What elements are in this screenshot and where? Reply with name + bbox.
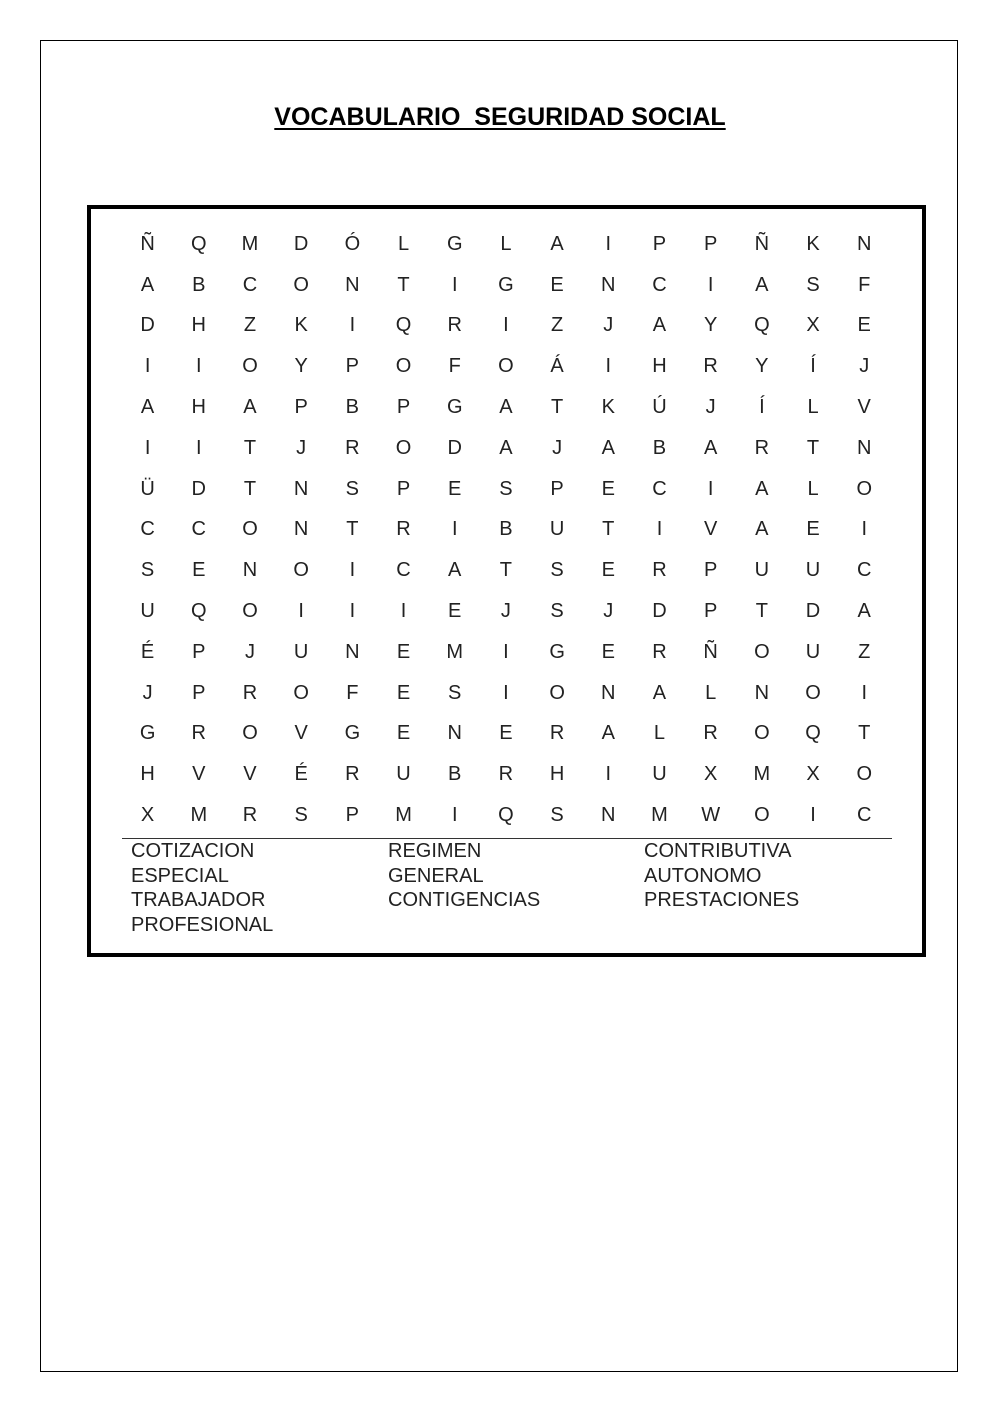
letter-cell: P: [192, 681, 206, 704]
letter-cell: É: [294, 763, 308, 786]
letter-cell: U: [805, 640, 821, 663]
letter-cell: L: [705, 681, 717, 704]
letter-cell: O: [856, 763, 872, 786]
letter-cell: R: [652, 640, 667, 663]
letter-cell: O: [395, 436, 412, 459]
letter-cell: Ñ: [754, 232, 770, 255]
letter-cell: I: [810, 804, 816, 827]
letter-cell: O: [242, 722, 258, 745]
letter-cell: Ü: [140, 477, 155, 500]
letter-cell: S: [499, 477, 513, 500]
letter-cell: R: [242, 681, 258, 704]
letter-cell: P: [703, 232, 718, 255]
letter-cell: G: [446, 232, 463, 255]
letter-cell: W: [701, 804, 721, 827]
letter-cell: H: [191, 396, 206, 419]
letter-cell: V: [294, 722, 308, 745]
letter-cell: A: [243, 396, 257, 419]
letter-cell: K: [294, 314, 308, 337]
letter-cell: I: [144, 355, 151, 378]
letter-cell: T: [499, 559, 513, 582]
letter-cell: U: [140, 600, 155, 623]
word-item: CONTRIBUTIVA: [644, 840, 792, 862]
letter-cell: U: [396, 763, 411, 786]
letter-cell: O: [549, 681, 565, 704]
letter-cell: A: [448, 559, 462, 582]
letter-cell: C: [652, 477, 667, 500]
letter-cell: R: [549, 722, 565, 745]
letter-cell: C: [856, 804, 872, 827]
letter-cell: J: [603, 600, 614, 623]
letter-cell: N: [601, 273, 616, 296]
letter-cell: R: [754, 436, 770, 459]
letter-cell: O: [242, 355, 258, 378]
letter-cell: B: [345, 396, 360, 419]
letter-cell: J: [500, 600, 511, 623]
letter-cell: S: [294, 804, 308, 827]
letter-cell: É: [140, 640, 155, 663]
letter-cell: T: [755, 600, 768, 623]
letter-grid: [122, 224, 890, 836]
letter-cell: M: [446, 640, 464, 663]
letter-cell: O: [293, 559, 309, 582]
word-item: ESPECIAL: [131, 864, 229, 887]
letter-cell: L: [500, 232, 512, 255]
letter-cell: Q: [805, 722, 821, 745]
letter-cell: L: [397, 232, 410, 255]
letter-cell: E: [192, 559, 206, 582]
letter-cell: D: [140, 314, 155, 337]
letter-cell: T: [243, 436, 257, 459]
letter-cell: C: [396, 559, 411, 582]
letter-cell: D: [293, 232, 309, 255]
letter-cell: Y: [755, 355, 769, 378]
letter-cell: I: [605, 355, 612, 378]
letter-cell: A: [601, 436, 615, 459]
word-item: AUTONOMO: [644, 864, 762, 887]
letter-cell: I: [707, 477, 714, 500]
letter-cell: I: [707, 273, 714, 296]
letter-cell: V: [243, 763, 257, 786]
letter-cell: J: [142, 681, 153, 704]
letter-cell: I: [196, 436, 202, 459]
letter-cell: J: [859, 355, 870, 378]
letter-cell: J: [603, 314, 614, 337]
letter-cell: H: [549, 763, 565, 786]
letter-cell: N: [856, 436, 872, 459]
letter-cell: G: [139, 722, 156, 745]
word-column-1: [131, 839, 273, 937]
letter-cell: Ñ: [703, 640, 718, 663]
word-list: [131, 839, 891, 939]
letter-cell: E: [601, 477, 615, 500]
letter-cell: A: [755, 273, 769, 296]
word-item: CONTIGENCIAS: [388, 889, 541, 912]
letter-cell: N: [293, 518, 309, 541]
letter-cell: N: [293, 477, 309, 500]
letter-cell: S: [345, 477, 360, 500]
letter-cell: G: [344, 722, 361, 745]
letter-cell: M: [241, 232, 259, 255]
letter-cell: I: [451, 273, 458, 296]
letter-cell: R: [345, 436, 360, 459]
letter-cell: A: [550, 232, 564, 255]
letter-cell: A: [703, 436, 718, 459]
letter-cell: C: [652, 273, 667, 296]
letter-cell: I: [503, 640, 509, 663]
letter-cell: J: [296, 436, 307, 459]
letter-cell: I: [144, 436, 151, 459]
letter-cell: S: [550, 559, 564, 582]
letter-cell: O: [498, 355, 514, 378]
letter-cell: V: [192, 763, 206, 786]
letter-cell: N: [856, 232, 872, 255]
letter-cell: A: [652, 314, 667, 337]
letter-cell: R: [191, 722, 206, 745]
word-item: TRABAJADOR: [131, 889, 266, 912]
letter-cell: R: [345, 763, 360, 786]
letter-cell: I: [451, 804, 458, 827]
letter-cell: O: [754, 804, 770, 827]
letter-cell: I: [861, 518, 867, 541]
letter-cell: Q: [191, 600, 207, 623]
letter-cell: F: [858, 273, 871, 296]
letter-cell: C: [140, 518, 155, 541]
letter-cell: C: [191, 518, 206, 541]
letter-cell: I: [605, 763, 612, 786]
letter-cell: T: [346, 518, 359, 541]
letter-cell: P: [294, 396, 308, 419]
letter-cell: I: [861, 681, 867, 704]
letter-cell: A: [140, 396, 155, 419]
letter-cell: E: [396, 681, 411, 704]
letter-cell: X: [140, 804, 155, 827]
letter-cell: E: [806, 518, 820, 541]
letter-cell: E: [448, 600, 462, 623]
letter-cell: R: [242, 804, 258, 827]
letter-cell: B: [192, 273, 206, 296]
letter-cell: I: [349, 559, 356, 582]
letter-cell: D: [652, 600, 667, 623]
letter-cell: N: [345, 273, 360, 296]
letter-cell: N: [447, 722, 462, 745]
letter-cell: L: [807, 396, 819, 419]
letter-cell: I: [196, 355, 202, 378]
letter-cell: Y: [703, 314, 718, 337]
letter-cell: O: [293, 273, 309, 296]
letter-cell: Ñ: [140, 232, 155, 255]
letter-cell: Í: [759, 396, 765, 419]
letter-cell: M: [651, 804, 668, 827]
letter-cell: O: [395, 355, 412, 378]
letter-cell: Ó: [344, 232, 361, 255]
letter-cell: E: [448, 477, 462, 500]
letter-cell: H: [140, 763, 155, 786]
letter-cell: T: [858, 722, 871, 745]
letter-cell: R: [703, 722, 718, 745]
letter-cell: P: [396, 396, 411, 419]
letter-cell: B: [448, 763, 462, 786]
letter-cell: X: [806, 314, 820, 337]
letter-cell: D: [805, 600, 821, 623]
letter-cell: A: [755, 518, 769, 541]
word-item: PROFESIONAL: [131, 913, 274, 936]
letter-cell: P: [550, 477, 564, 500]
letter-cell: R: [447, 314, 462, 337]
letter-cell: O: [242, 518, 258, 541]
letter-cell: B: [499, 518, 513, 541]
letter-cell: R: [652, 559, 667, 582]
letter-cell: T: [550, 396, 564, 419]
letter-cell: G: [498, 273, 514, 296]
letter-cell: M: [753, 763, 771, 786]
letter-cell: T: [243, 477, 257, 500]
letter-cell: U: [652, 763, 667, 786]
letter-cell: P: [345, 804, 360, 827]
word-item: PRESTACIONES: [644, 889, 800, 912]
word-item: GENERAL: [388, 864, 484, 887]
letter-cell: A: [140, 273, 155, 296]
letter-cell: A: [652, 681, 667, 704]
letter-cell: D: [191, 477, 206, 500]
letter-cell: I: [503, 681, 509, 704]
letter-cell: O: [293, 681, 309, 704]
letter-cell: P: [703, 559, 718, 582]
letter-cell: P: [396, 477, 411, 500]
letter-cell: C: [242, 273, 258, 296]
letter-cell: P: [703, 600, 718, 623]
letter-cell: E: [550, 273, 564, 296]
letter-cell: I: [349, 600, 356, 623]
letter-cell: E: [396, 640, 411, 663]
word-column-3: [644, 839, 799, 913]
letter-cell: H: [191, 314, 206, 337]
letter-cell: R: [703, 355, 718, 378]
letter-cell: A: [601, 722, 615, 745]
letter-cell: U: [805, 559, 821, 582]
letter-cell: O: [242, 600, 258, 623]
letter-cell: J: [705, 396, 716, 419]
letter-cell: G: [549, 640, 565, 663]
word-item: COTIZACION: [131, 840, 255, 862]
word-item: REGIMEN: [388, 840, 482, 862]
letter-cell: M: [190, 804, 208, 827]
letter-cell: A: [755, 477, 769, 500]
letter-cell: C: [856, 559, 872, 582]
letter-cell: I: [656, 518, 663, 541]
letter-cell: G: [446, 396, 463, 419]
letter-cell: O: [754, 640, 770, 663]
letter-cell: N: [601, 804, 616, 827]
letter-cell: E: [601, 559, 615, 582]
letter-cell: U: [754, 559, 770, 582]
letter-cell: S: [448, 681, 462, 704]
letter-cell: U: [293, 640, 309, 663]
letter-cell: D: [447, 436, 462, 459]
letter-cell: F: [346, 681, 359, 704]
letter-cell: T: [806, 436, 820, 459]
letter-cell: K: [806, 232, 820, 255]
letter-cell: Z: [858, 640, 871, 663]
letter-cell: T: [397, 273, 410, 296]
letter-cell: F: [448, 355, 461, 378]
letter-cell: P: [345, 355, 360, 378]
letter-cell: S: [550, 600, 564, 623]
word-column-2: [388, 839, 540, 913]
letter-cell: J: [244, 640, 255, 663]
letter-cell: L: [653, 722, 666, 745]
letter-cell: S: [806, 273, 820, 296]
letter-cell: I: [605, 232, 612, 255]
letter-cell: I: [451, 518, 458, 541]
letter-cell: J: [552, 436, 563, 459]
letter-cell: E: [499, 722, 513, 745]
letter-cell: I: [503, 314, 509, 337]
letter-cell: V: [703, 518, 718, 541]
letter-cell: X: [806, 763, 820, 786]
letter-cell: Q: [498, 804, 514, 827]
letter-cell: O: [856, 477, 872, 500]
letter-cell: Q: [754, 314, 770, 337]
letter-cell: R: [396, 518, 411, 541]
letter-cell: K: [601, 396, 615, 419]
letter-cell: Z: [550, 314, 564, 337]
letter-cell: Á: [550, 355, 564, 378]
letter-cell: L: [807, 477, 819, 500]
letter-cell: Í: [810, 355, 816, 378]
letter-cell: N: [242, 559, 258, 582]
letter-cell: N: [754, 681, 770, 704]
letter-cell: N: [345, 640, 360, 663]
letter-cell: Y: [294, 355, 308, 378]
letter-cell: S: [140, 559, 155, 582]
letter-cell: P: [192, 640, 206, 663]
letter-cell: Q: [395, 314, 412, 337]
letter-cell: O: [805, 681, 821, 704]
letter-cell: O: [754, 722, 770, 745]
letter-cell: V: [857, 396, 871, 419]
letter-cell: B: [652, 436, 667, 459]
letter-cell: E: [857, 314, 871, 337]
letter-cell: U: [549, 518, 565, 541]
letter-cell: Q: [191, 232, 207, 255]
letter-cell: A: [857, 600, 871, 623]
letter-cell: I: [400, 600, 407, 623]
letter-cell: E: [396, 722, 411, 745]
letter-cell: H: [652, 355, 667, 378]
letter-cell: N: [601, 681, 616, 704]
letter-cell: S: [550, 804, 564, 827]
letter-cell: Ú: [652, 396, 667, 419]
letter-cell: P: [652, 232, 667, 255]
letter-cell: A: [499, 396, 513, 419]
letter-cell: Z: [243, 314, 257, 337]
letter-cell: M: [395, 804, 412, 827]
letter-cell: E: [601, 640, 615, 663]
letter-cell: I: [349, 314, 356, 337]
letter-cell: R: [498, 763, 514, 786]
page-title: VOCABULARIO SEGURIDAD SOCIAL: [274, 103, 726, 131]
letter-cell: X: [703, 763, 718, 786]
letter-cell: T: [602, 518, 615, 541]
letter-cell: A: [499, 436, 513, 459]
letter-cell: I: [298, 600, 304, 623]
